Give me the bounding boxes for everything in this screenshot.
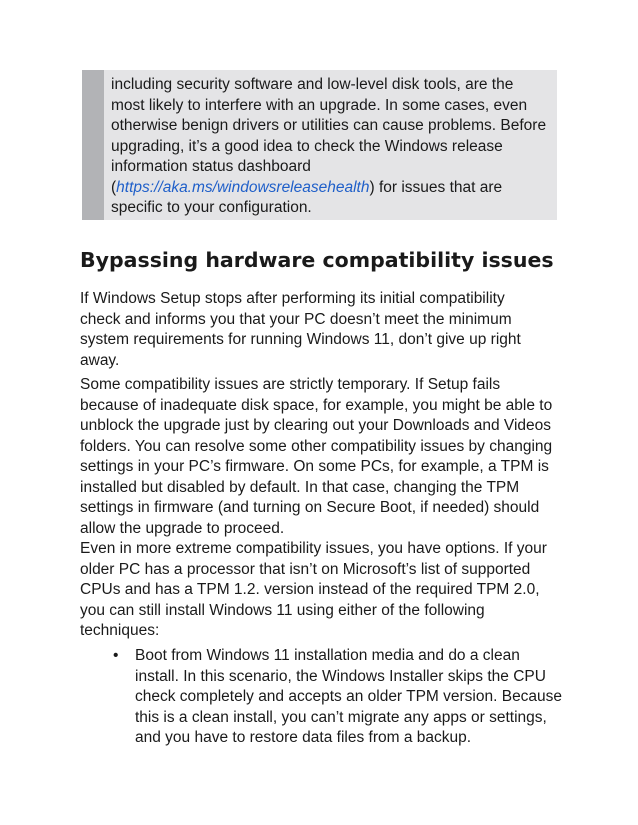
paragraph-line: Some compatibility issues are strictly temporary. If Setup fails [80, 376, 501, 393]
paragraph-line: check and informs you that your PC doesn’t meet the minimum [80, 310, 512, 328]
paragraph-line: settings in firmware (and turning on Secure Boot, if needed) should [80, 499, 540, 516]
section-heading: Bypassing hardware compatibility issues [80, 248, 554, 272]
bullet-text [135, 646, 562, 749]
link-open-paren: ( [111, 178, 117, 196]
note-line: information status dashboard [111, 158, 311, 175]
note-accent-bar [82, 70, 104, 220]
paragraph-line: CPUs and has a TPM 1.2. version instead of the required TPM 2.0, [80, 581, 540, 598]
paragraph-line: system requirements for running Windows 11, don’t give up right [80, 331, 521, 348]
bullet-icon: • [113, 647, 119, 664]
paragraph-line: techniques: [80, 622, 160, 639]
paragraph-1 [80, 289, 521, 371]
paragraph-line: away. [80, 351, 120, 369]
bullet-line: this is a clean install, you can’t migrate any apps or settings, [135, 708, 547, 726]
paragraph-line: If Windows Setup stops after performing its initial compatibility [80, 290, 505, 307]
paragraph-line: you can still install Windows 11 using either of the following [80, 601, 485, 619]
bullet-line: and you have to restore data files from a backup. [135, 729, 472, 746]
note-box [82, 70, 557, 220]
bullet-line: Boot from Windows 11 installation media and do a clean [135, 647, 520, 664]
paragraph-3 [80, 539, 547, 642]
paragraph-line: unblock the upgrade just by clearing out your Downloads and Videos [80, 417, 552, 434]
note-line: most likely to interfere with an upgrade. In some cases, even [111, 96, 528, 114]
windows-release-health-link[interactable]: https://aka.ms/windowsreleasehealth [116, 178, 370, 196]
note-line: otherwise benign drivers or utilities can cause problems. Before [111, 117, 547, 134]
note-line: including security software and low-level disk tools, are the [111, 76, 514, 93]
link-close-text: ) for issues that are [369, 178, 503, 196]
paragraph-line: because of inadequate disk space, for example, you might be able to [80, 396, 553, 414]
note-link-line [111, 178, 549, 199]
note-text [111, 75, 549, 219]
note-line: upgrading, it’s a good idea to check the Windows release [111, 137, 503, 155]
paragraph-line: installed but disabled by default. In that case, changing the TPM [80, 478, 520, 496]
paragraph-2 [80, 375, 552, 539]
bullet-line: install. In this scenario, the Windows Installer skips the CPU [135, 667, 546, 685]
note-line: specific to your configuration. [111, 199, 312, 216]
paragraph-line: settings in your PC’s firmware. On some PCs, for example, a TPM is [80, 458, 549, 475]
paragraph-line: folders. You can resolve some other compatibility issues by changing [80, 437, 553, 455]
bullet-line: check completely and accepts an older TPM version. Because [135, 688, 563, 705]
paragraph-line: Even in more extreme compatibility issues, you have options. If your [80, 540, 547, 557]
paragraph-line: older PC has a processor that isn’t on Microsoft’s list of supported [80, 560, 531, 578]
paragraph-line: allow the upgrade to proceed. [80, 519, 285, 537]
